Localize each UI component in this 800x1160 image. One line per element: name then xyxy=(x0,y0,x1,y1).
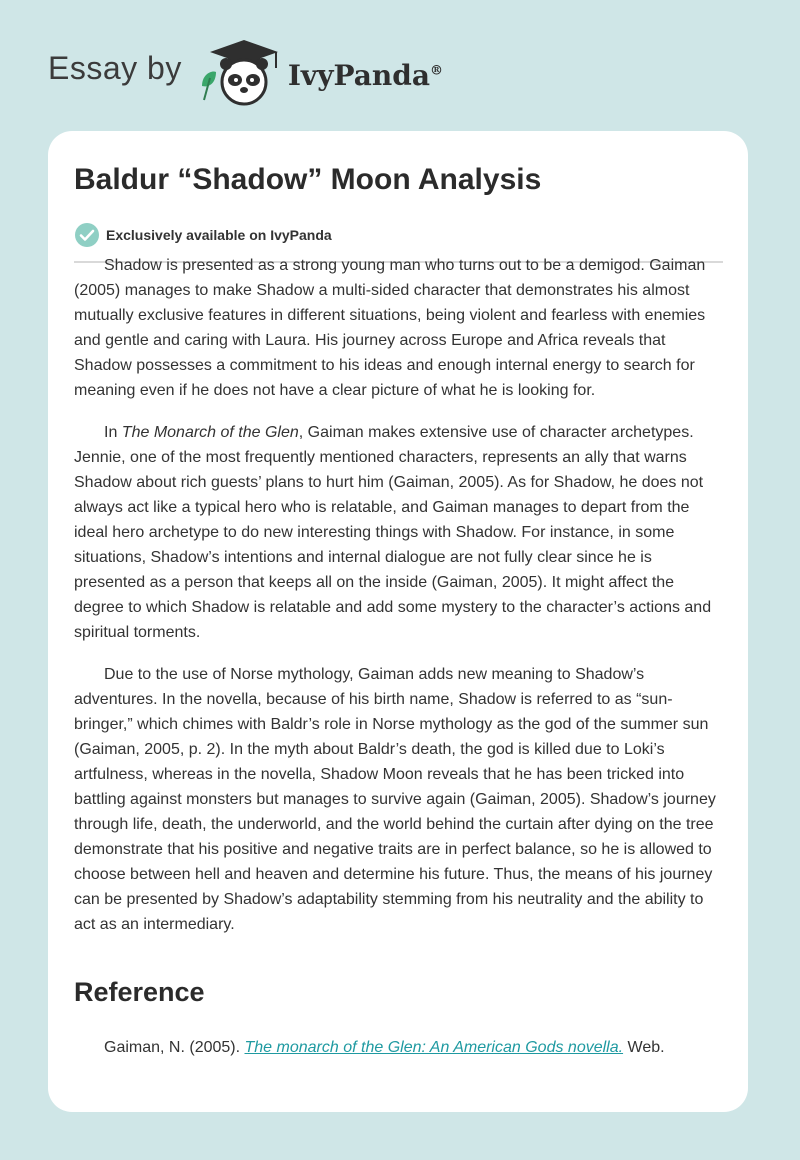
book-title: The Monarch of the Glen xyxy=(121,424,299,441)
paragraph-1: Shadow is presented as a strong young man who turns out to be a demigod. Gaiman (2005) manages to make Shadow a multi-sided character that demonstrates his almost mutually exclusive features in different situations, being violent and fearless with enemies and gentle and caring with Laura. His journey across Europe and Africa reveals that Shadow possesses a commitment to his ideas and enough internal energy to search for meaning even if he does not have a clear picture of what he is looking for. xyxy=(74,257,706,399)
paragraph-2-text: , Gaiman makes extensive use of character archetypes. Jennie, one of the most frequently mentioned characters, represents an ally that warns Shadow about rich guests’ plans to hurt him (Gaiman, 2005). As for Shadow, he does not always act like a typical hero who is relatable, and Gaiman manages to depart from the ideal hero archetype to do new interesting things with Shadow. For instance, in some situations, Shadow’s intentions and internal dialogue are not fully clear since he is presented as a person that keeps all on the inside (Gaiman, 2005). It might affect the degree to which Shadow is relatable and add some mystery to the character’s actions and spiritual torments. xyxy=(74,424,712,641)
brand-text: IvyPanda xyxy=(287,58,430,92)
brand-name xyxy=(288,59,443,92)
reference-suffix: Web. xyxy=(623,1039,665,1056)
reference-link[interactable]: The monarch of the Glen: An American Gods novella. xyxy=(244,1039,624,1056)
site-header xyxy=(48,38,443,108)
reference-heading: Reference xyxy=(74,977,205,1007)
paragraph-2-lead: In xyxy=(104,424,122,441)
reference-prefix: Gaiman, N. (2005). xyxy=(104,1039,245,1056)
essay-by-label: Essay by xyxy=(48,49,182,86)
paragraph-3: Due to the use of Norse mythology, Gaiman adds new meaning to Shadow’s adventures. In the novella, because of his birth name, Shadow is referred to as “sun-bringer,” which chimes with Baldr’s role in Norse mythology as the god of the summer sun (Gaiman, 2005, p. 2). In the myth about Baldr’s death, the god is killed due to Loki’s artfulness, whereas in the novella, Shadow Moon reveals that he has been tricked into battling against monsters but manages to survive again (Gaiman, 2005). Shadow’s journey through life, death, the underworld, and the world behind the curtain after dying on the tree demonstrate that his positive and negative traits are in perfect balance, so he is allowed to choose between hell and heaven and determine his future. Thus, the means of his journey can be presented by Shadow’s adaptability stemming from his neutrality and the ability to act as an intermediary. xyxy=(74,666,716,933)
reference-entry xyxy=(104,1039,665,1057)
exclusive-badge xyxy=(74,222,332,248)
check-circle-icon xyxy=(74,222,100,248)
page-title: Baldur “Shadow” Moon Analysis xyxy=(74,163,542,196)
article-body xyxy=(74,253,724,954)
paragraph-2 xyxy=(74,420,724,645)
essay-card xyxy=(48,131,748,1112)
panda-graduate-icon xyxy=(196,38,284,108)
exclusive-badge-label: Exclusively available on IvyPanda xyxy=(106,227,332,243)
registered-mark: ® xyxy=(430,63,443,79)
